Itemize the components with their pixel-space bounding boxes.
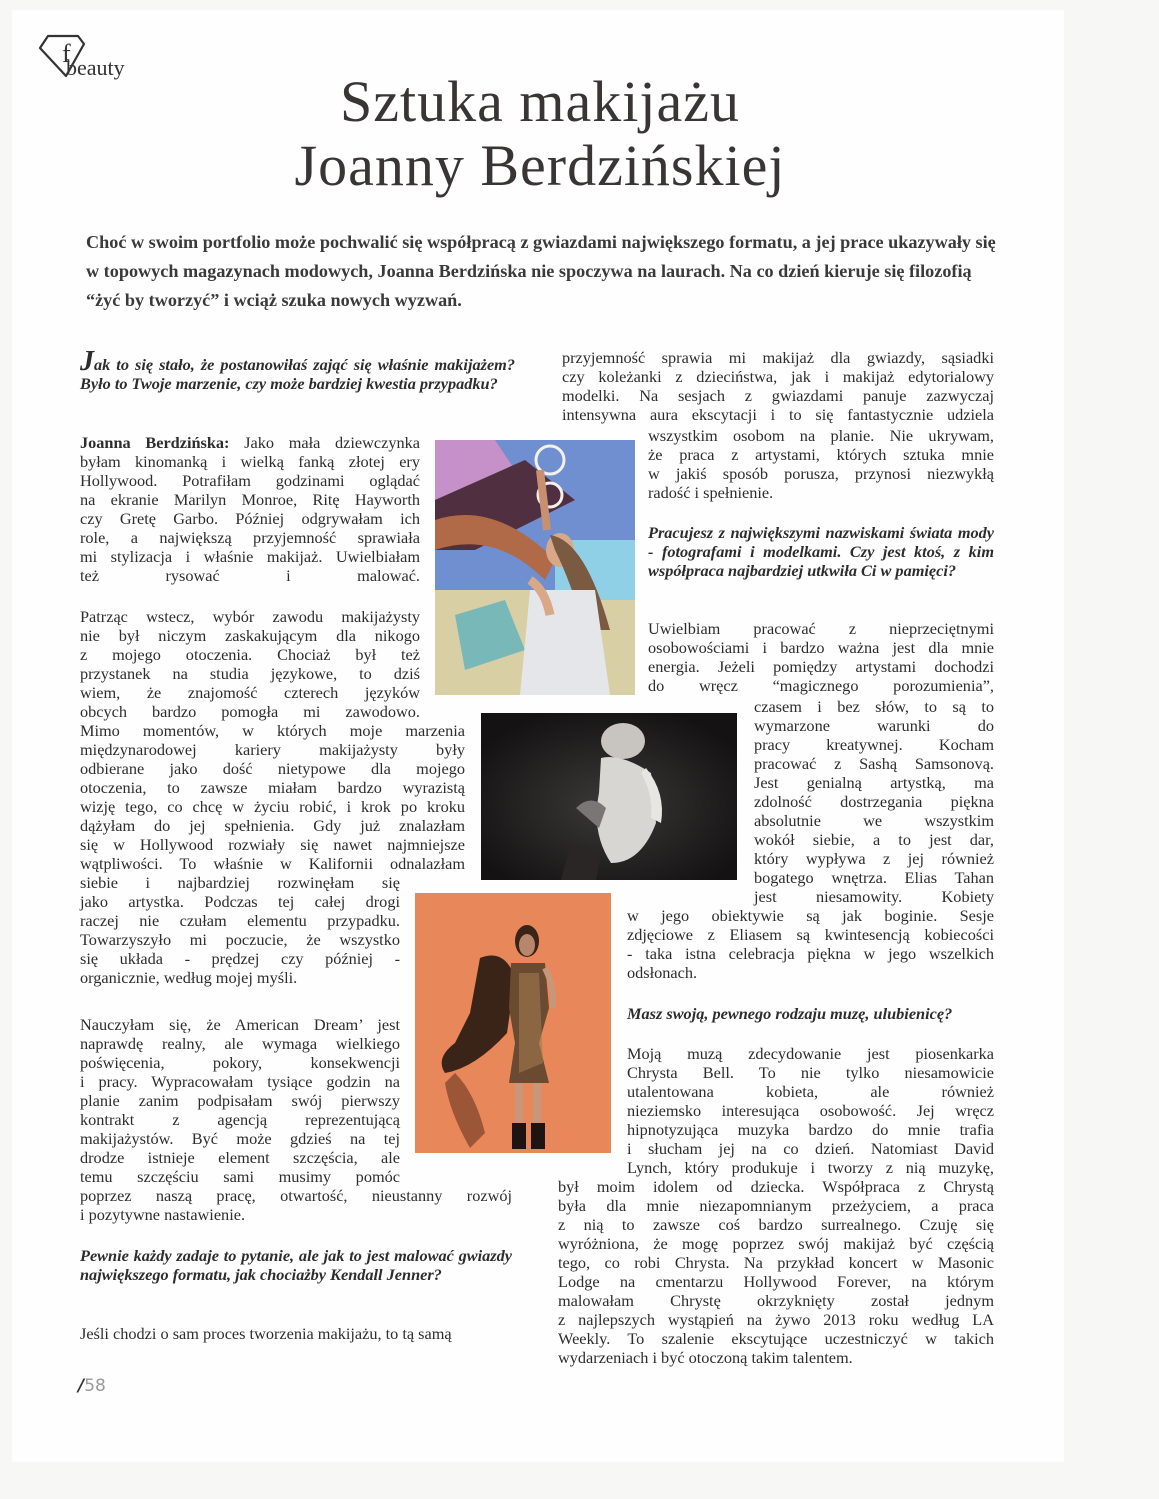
text-line: energia. Jeżeli pomiędzy artystami dochodzi	[648, 657, 994, 676]
photo-model-painted-backdrop	[435, 440, 635, 695]
text-line: był moim idolem od dziecka. Współpraca z Chrystą	[558, 1177, 994, 1196]
text-line: z nią to zawsze coś bardzo surrealnego. Czuję się	[558, 1215, 994, 1234]
text-line: Patrząc wstecz, wybór zawodu makijażysty	[80, 607, 420, 626]
text-line: intensywna aura ekscytacji i to się fantastycznie udziela	[562, 405, 994, 424]
text-line: temu szczęściu sami musimy pomóc	[80, 1167, 400, 1186]
text-line: i słucham jej na co dzień. Natomiast David	[627, 1139, 994, 1158]
text-line: tego, co robi Chrysta. Na przykład koncert w Masonic	[558, 1253, 994, 1272]
text-line: Mimo momentów, w których moje marzenia	[80, 721, 465, 740]
text-line: wszystkim osobom na planie. Nie ukrywam,	[648, 426, 994, 445]
text-line: mi stylizacja i właśnie makijaż. Uwielbiałam	[80, 547, 420, 566]
drop-initial: J	[80, 346, 94, 377]
article-title	[150, 70, 930, 198]
text-line: przyjemność sprawia mi makijaż dla gwiazdy, sąsiadki	[562, 348, 994, 367]
question-1	[80, 346, 515, 393]
text-line: poświęcenia, pokory, konsekwencji	[80, 1053, 400, 1072]
text-line: jest niesamowity. Kobiety	[754, 887, 994, 906]
page-number-value: 58	[84, 1376, 106, 1396]
text-line: dążyłam do jej spełnienia. Gdy już znalazłam	[80, 816, 465, 835]
text-line: wiem, że znajomość czterech języków	[80, 683, 420, 702]
text-line: wydarzeniach i być otoczoną takim talentem.	[558, 1348, 853, 1367]
text-line: w jakiś sposób porusza, przynosi niezwykłą	[648, 464, 994, 483]
text-line: międzynarodowej kariery makijażysty były	[80, 740, 465, 759]
text-line: modelki. Na sesjach z gwiazdami panuje zazwyczaj	[562, 386, 994, 405]
text-line: Jest genialną artystką, ma	[754, 773, 994, 792]
text-line: z mojego otoczenia. Chociaż był też	[80, 645, 420, 664]
text-line: Moją muzą zdecydowanie jest piosenkarka	[627, 1044, 994, 1063]
text-line: Towarzyszyło mi poczucie, że wszystko	[80, 930, 400, 949]
text-line: wymarzone warunki do	[754, 716, 994, 735]
photo-3-illustration	[415, 893, 611, 1153]
text-line: utalentowana kobieta, ale również	[627, 1082, 994, 1101]
page-number	[78, 1376, 106, 1396]
article-lead: Choć w swoim portfolio może pochwalić się współpracą z gwiazdami największego formatu, a jej prace ukazywały się w topowych magazynach modowych, Joanna Berdzińska nie spoczywa na laurach. Na co dzień kieruje się filozofią “żyć by tworzyć” i wciąż szuka nowych wyzwań.	[86, 232, 996, 310]
photo-2-illustration	[481, 713, 737, 880]
section-label: beauty	[66, 55, 125, 80]
text-line: drodze istnieje element szczęścia, ale	[80, 1148, 400, 1167]
text-line: kontrakt z agencją reprezentującą	[80, 1110, 400, 1129]
text-line: była dla mnie niezapomnianym przeżyciem, a praca	[558, 1196, 994, 1215]
text-line: czy Gretę Garbo. Później odgrywałam ich	[80, 509, 420, 528]
text-line: organicznie, według mojej myśli.	[80, 968, 298, 987]
text-line: makijażystów. Być może gdzieś na tej	[80, 1129, 400, 1148]
text-line: zdjęciowe z Eliasem są kwintesencją kobiecości	[627, 925, 994, 944]
text-line: obcych bardzo pomogła mi zawodowo.	[80, 702, 420, 721]
text-line: przystanek na studia językowe, to dziś	[80, 664, 420, 683]
text-line: wizję tego, co chcę w życiu robić, i krok po kroku	[80, 797, 465, 816]
page-slash-icon: /	[78, 1376, 85, 1396]
text-line: Lodge na cmentarzu Hollywood Forever, na którym	[558, 1272, 994, 1291]
text-line: w jego obiektywie są jak boginie. Sesje	[627, 906, 994, 925]
text-line: do wręcz “magicznego porozumienia”,	[648, 676, 994, 695]
text-line: wątpliwości. To właśnie w Kalifornii odnalazłam	[80, 854, 465, 873]
answer-1	[80, 433, 420, 585]
photo-1-illustration	[435, 440, 635, 695]
text-line: jako artystka. Podczas tej całej drogi	[80, 892, 400, 911]
text-line: odbierane jako dość nietypowe dla mojego	[80, 759, 465, 778]
text-line: radość i spełnienie.	[648, 483, 774, 502]
text-line: się w Hollywood rozwiały się nawet najmniejsze	[80, 835, 465, 854]
text-line: poprzez naszą pracę, otwartość, nieustanny rozwój	[80, 1186, 512, 1205]
text-line: nie był niczym zaskakującym dla nikogo	[80, 626, 420, 645]
speaker-name: Joanna Berdzińska:	[80, 433, 230, 452]
text-line: na ekranie Marilyn Monroe, Ritę Hayworth	[80, 490, 420, 509]
question-2: Pewnie każdy zadaje to pytanie, ale jak to jest malować gwiazdy największego formatu, jak chociażby Kendall Jenner?	[80, 1246, 512, 1284]
text-line: osobowościami i bardzo ważna jest dla mnie	[648, 638, 994, 657]
text-line: Joanna Berdzińska: Jako mała dziewczynka	[80, 433, 420, 452]
question-1-text: ak to się stało, że postanowiłaś zająć się właśnie makijażem? Było to Twoje marzenie, czy może bardziej kwestia przypadku?	[80, 355, 515, 393]
title-line-2: Joanny Berdzińskiej	[294, 133, 786, 198]
text-line: siebie i najbardziej rozwinęłam się	[80, 873, 400, 892]
text-line: - taka istna celebracja piękna w jego wszelkich	[627, 944, 994, 963]
text-line: otoczenia, to zawsze miałam bardzo wyrazistą	[80, 778, 465, 797]
magazine-logo	[38, 32, 148, 92]
text-line: nieziemsko interesująca osobowość. Jej wręcz	[627, 1101, 994, 1120]
text-line: się układa - prędzej czy później -	[80, 949, 400, 968]
title-line-1: Sztuka makijażu	[340, 69, 740, 134]
text-line: który wypływa z jej również	[754, 849, 994, 868]
text-line: Uwielbiam pracować z nieprzeciętnymi	[648, 619, 994, 638]
text-line: Chrysta Bell. To nie tylko niesamowicie	[627, 1063, 994, 1082]
text-line: role, a największą przyjemność sprawiała	[80, 528, 420, 547]
text-line: byłam kinomanką i wielką fanką złotej ery	[80, 452, 420, 471]
photo-model-orange-background	[415, 893, 611, 1153]
logo-letter: f	[62, 39, 71, 68]
text-line: że praca z artystami, których sztuka mnie	[648, 445, 994, 464]
text-line: z najlepszych wystąpień na żywo 2013 roku według LA	[558, 1310, 994, 1329]
text-line: czasem i bez słów, to są to	[754, 697, 994, 716]
photo-silver-body-paint	[481, 713, 737, 880]
answer-2-start: Jeśli chodzi o sam proces tworzenia makijażu, to tą samą	[80, 1324, 452, 1343]
text-line: hipnotyzująca muzyka bardzo do mnie trafia	[627, 1120, 994, 1139]
text-line: raczej nie czułam elementu przypadku.	[80, 911, 400, 930]
text-line: Weekly. To szalenie ekscytujące uczestniczyć w takich	[558, 1329, 994, 1348]
text-line: wokół siebie, a to jest dar,	[754, 830, 994, 849]
text-line: pracować z Sashą Samsonovą.	[754, 754, 994, 773]
text-line: zdolność dostrzegania piękna	[754, 792, 994, 811]
text-line: Nauczyłam się, że American Dream’ jest	[80, 1015, 400, 1034]
text-line: absolutnie we wszystkim	[754, 811, 994, 830]
text-line: Lynch, który produkuje i tworzy z nią muzykę,	[627, 1158, 994, 1177]
text-line: pracy kreatywnej. Kocham	[754, 735, 994, 754]
text-line: czy koleżanki z dzieciństwa, jak i makijaż edytorialowy	[562, 367, 994, 386]
text-line: naprawdę realny, ale wymaga wielkiego	[80, 1034, 400, 1053]
question-4: Masz swoją, pewnego rodzaju muzę, ulubienicę?	[627, 1004, 953, 1023]
question-3: Pracujesz z największymi nazwiskami świata mody - fotografami i modelkami. Czy jest ktoś, z kim współpraca najbardziej utkwiła Ci w pamięci?	[648, 523, 994, 580]
text-line: Hollywood. Potrafiłam godzinami oglądać	[80, 471, 420, 490]
text-line: też rysować i malować.	[80, 566, 420, 585]
text-line: wyróżniona, że mogę poprzez swój makijaż być częścią	[558, 1234, 994, 1253]
text-line: i pracy. Wypracowałam tysiące godzin na	[80, 1072, 400, 1091]
text-line: i pozytywne nastawienie.	[80, 1205, 246, 1224]
text-line: odsłonach.	[627, 963, 698, 982]
paragraph-2	[80, 607, 465, 987]
text-line: planie zanim podpisałam swój pierwszy	[80, 1091, 400, 1110]
text-line: bogatego wnętrza. Elias Tahan	[754, 868, 994, 887]
text-line: malowałam Chrystę okrzyknięty został jednym	[558, 1291, 994, 1310]
